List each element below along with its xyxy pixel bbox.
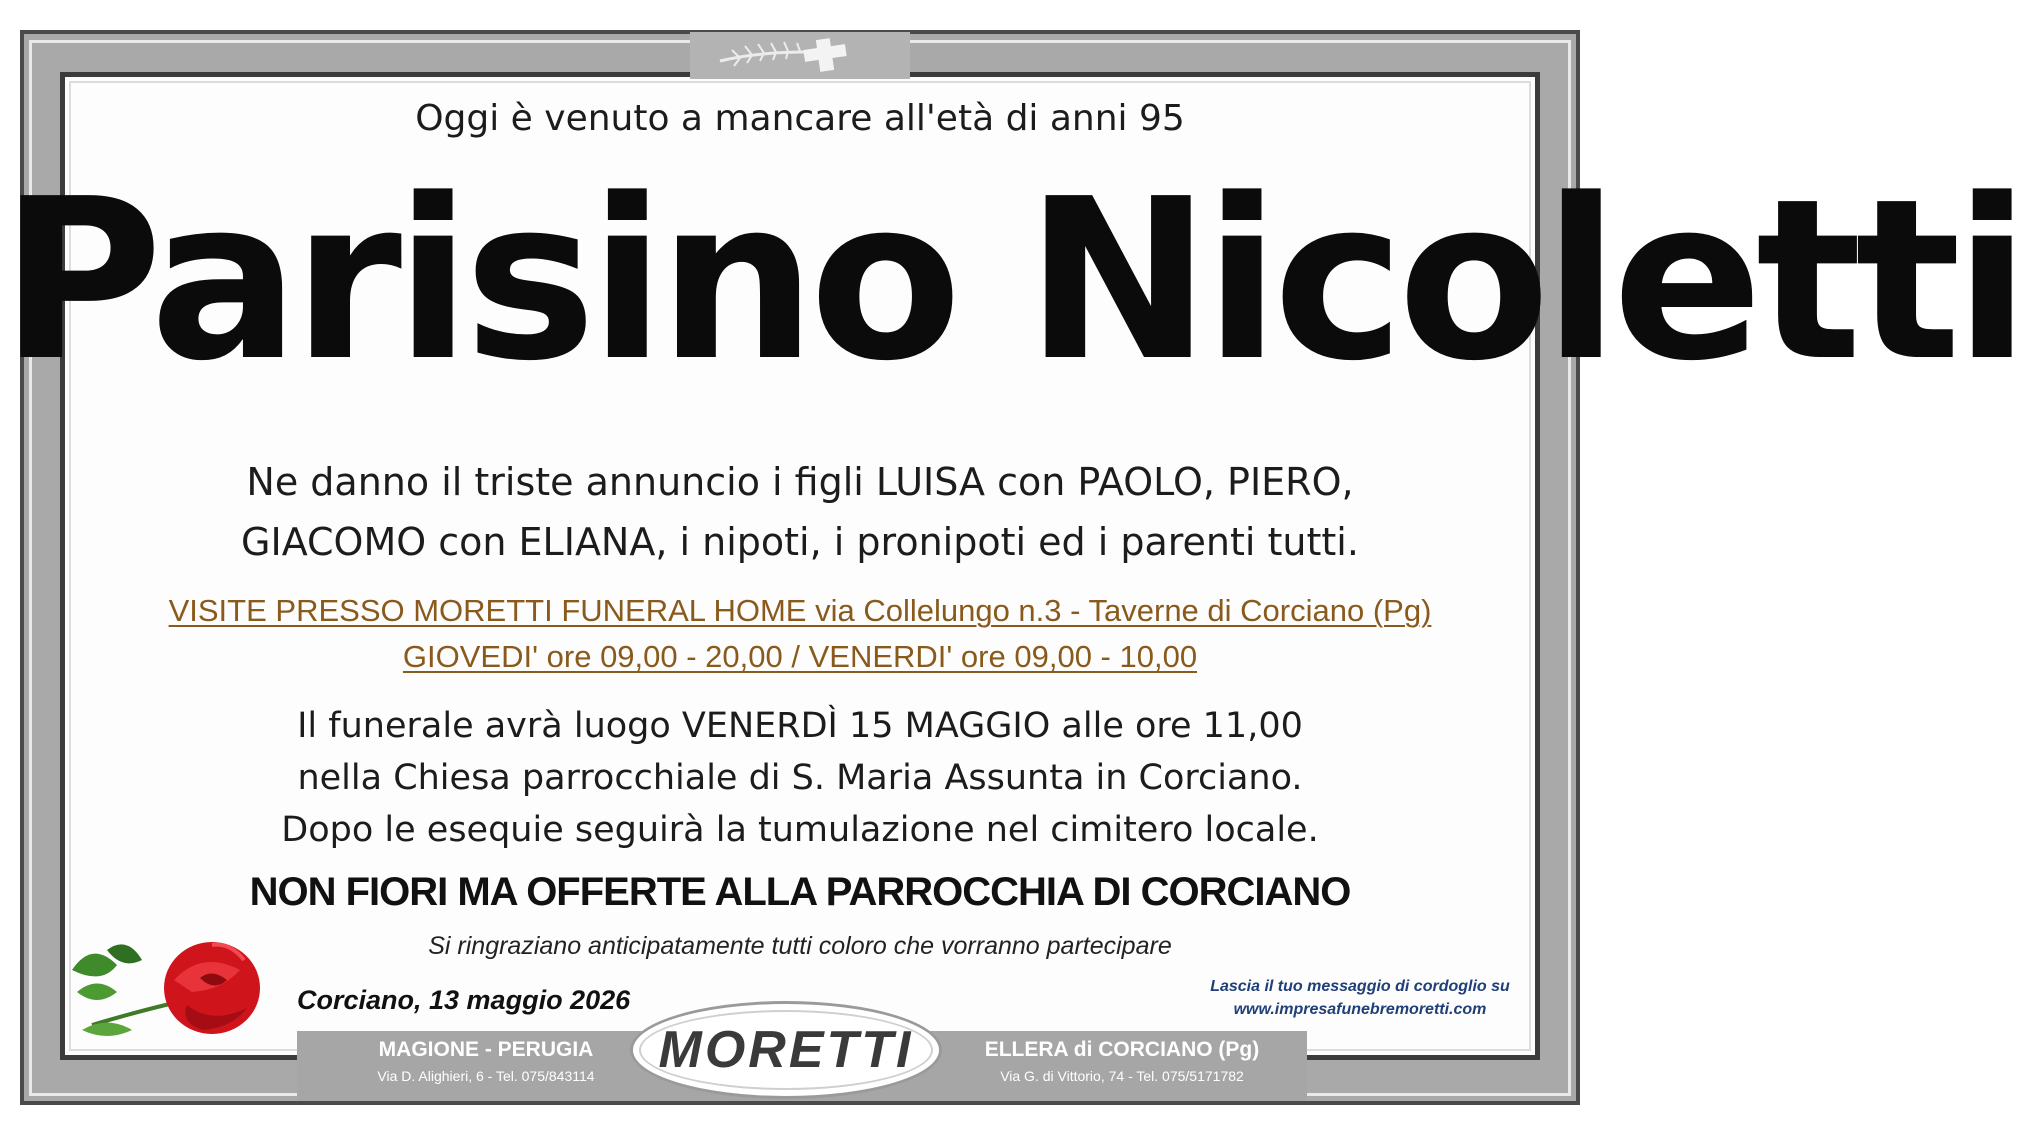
funeral-line: nella Chiesa parrocchiale di S. Maria Assunta in Corciano.	[297, 758, 1303, 798]
website-link[interactable]: www.impresafunebremoretti.com	[1233, 1001, 1487, 1018]
funeral-line: Il funerale avrà luogo VENERDÌ 15 MAGGIO alle ore 11,00	[297, 706, 1303, 746]
red-rose-icon	[62, 930, 262, 1050]
place-and-date: Corciano, 13 maggio 2026	[297, 985, 631, 1015]
visits-line: VISITE PRESSO MORETTI FUNERAL HOME via Collelungo n.3 - Taverne di Corciano (Pg)	[168, 593, 1432, 628]
intro-text: Oggi è venuto a mancare all'età di anni 95	[415, 98, 1185, 139]
family-line: GIACOMO con ELIANA, i nipoti, i pronipoti ed i parenti tutti.	[241, 520, 1359, 564]
funeral-home-footer	[297, 1021, 1307, 1101]
visits-hours: GIOVEDI' ore 09,00 - 20,00 / VENERDI' ore 09,00 - 10,00	[402, 639, 1198, 674]
no-flowers-notice: NON FIORI MA OFFERTE ALLA PARROCCHIA DI CORCIANO	[249, 870, 1351, 914]
office-city: ELLERA di CORCIANO (Pg)	[984, 1038, 1260, 1061]
office-address: Via D. Alighieri, 6 - Tel. 075/843114	[377, 1068, 595, 1084]
family-announcement	[0, 452, 1600, 572]
office-magione	[341, 1037, 631, 1089]
funeral-info	[0, 700, 1600, 856]
office-ellera	[977, 1037, 1267, 1089]
logo-text: MORETTI	[658, 1021, 914, 1079]
funeral-line: Dopo le esequie seguirà la tumulazione nel cimitero locale.	[281, 810, 1319, 850]
deceased-name: Parisino Nicoletti	[0, 152, 2023, 410]
condolence-note	[1190, 975, 1530, 1021]
palm-and-cross-icon	[690, 32, 910, 79]
visits-info	[0, 588, 1600, 680]
family-line: Ne danno il triste annuncio i figli LUISA con PAOLO, PIERO,	[246, 460, 1354, 504]
thanks-text: Si ringraziano anticipatamente tutti coloro che vorranno partecipare	[428, 932, 1172, 960]
condolence-text: Lascia il tuo messaggio di cordoglio su	[1210, 978, 1510, 995]
office-city: MAGIONE - PERUGIA	[378, 1038, 594, 1061]
moretti-logo	[630, 1001, 942, 1099]
office-address: Via G. di Vittorio, 74 - Tel. 075/5171782	[1000, 1068, 1244, 1084]
